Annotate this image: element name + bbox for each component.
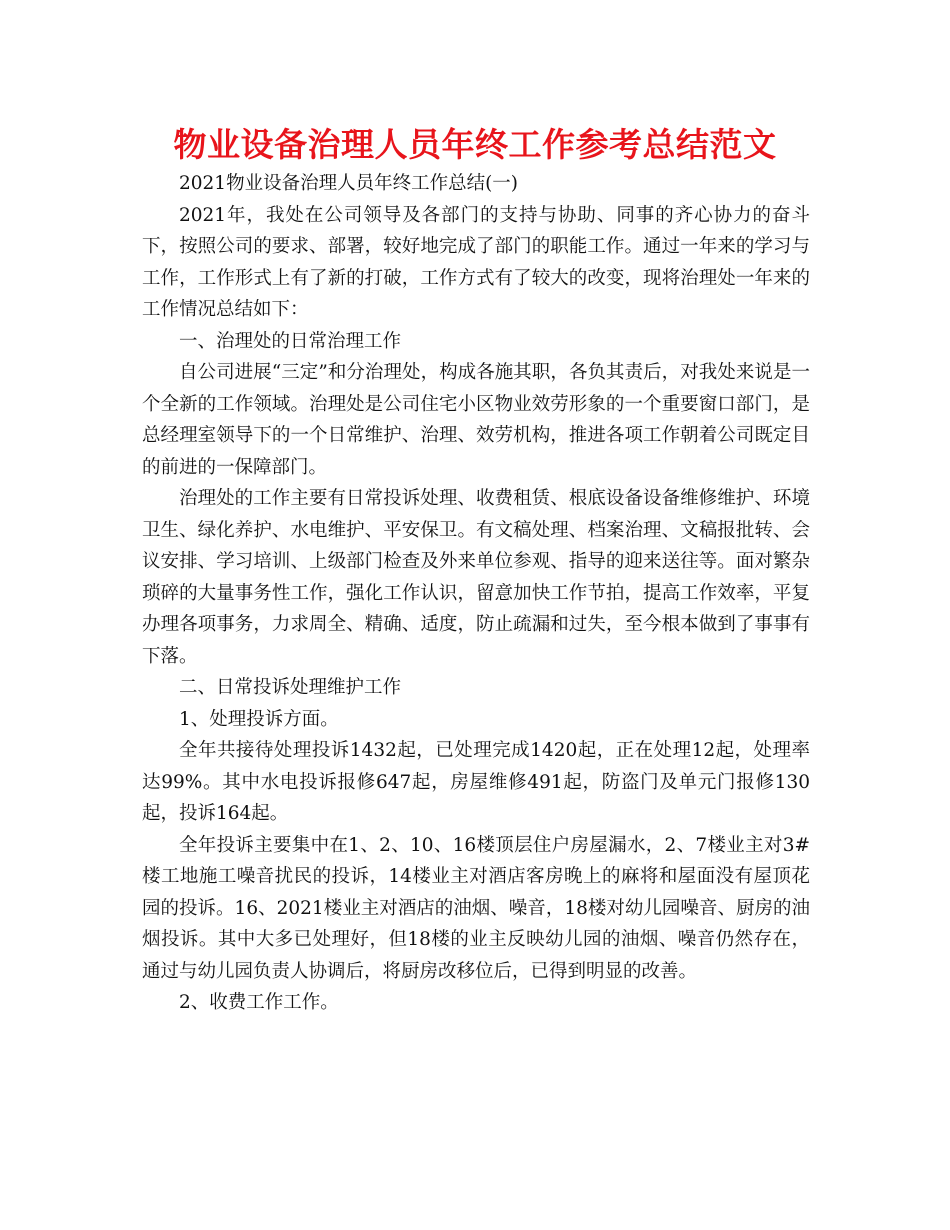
subsection-heading-2: 2、收费工作工作。 xyxy=(179,992,339,1013)
document-title: 物业设备治理人员年终工作参考总结范文 xyxy=(173,125,777,164)
body-paragraph: 全年投诉主要集中在1、2、10、16楼顶层住户房屋漏水，2、7楼业主对3#楼工地施工噪音扰民的投诉，14楼业主对酒店客房晚上的麻将和屋面没有屋顶花园的投诉。16、2021楼业主对酒店的油烟、噪音，18楼对幼儿园噪音、厨房的油烟投诉。其中大多已处理好，但18楼的业主反映幼儿园的油烟、噪音仍然存在，通过与幼儿园负责人协调后，将厨房改移位后，已得到明显的改善。 xyxy=(142,834,810,982)
intro-paragraph: 2021年，我处在公司领导及各部门的支持与协助、同事的齐心协力的奋斗下，按照公司的要求、部署，较好地完成了部门的职能工作。通过一年来的学习与工作，工作形式上有了新的打破，工作方式有了较大的改变，现将治理处一年来的工作情况总结如下： xyxy=(142,204,810,320)
document-body xyxy=(142,168,810,1019)
section-heading-2: 二、日常投诉处理维护工作 xyxy=(179,677,402,698)
body-paragraph: 自公司进展“三定”和分治理处，构成各施其职，各负其责后，对我处来说是一个全新的工作领域。治理处是公司住宅小区物业效劳形象的一个重要窗口部门，是总经理室领导下的一个日常维护、治理、效劳机构，推进各项工作朝着公司既定目的前进的一保障部门。 xyxy=(142,362,810,478)
subsection-heading-1: 1、处理投诉方面。 xyxy=(179,708,339,730)
body-paragraph: 治理处的工作主要有日常投诉处理、收费租赁、根底设备设备维修维护、环境卫生、绿化养护、水电维护、平安保卫。有文稿处理、档案治理、文稿报批转、会议安排、学习培训、上级部门检查及外来单位参观、指导的迎来送往等。面对繁杂琐碎的大量事务性工作，强化工作认识，留意加快工作节拍，提高工作效率，平复办理各项事务，力求周全、精确、适度，防止疏漏和过失，至今根本做到了事事有下落。 xyxy=(142,488,810,667)
subtitle-paragraph: 2021物业设备治理人员年终工作总结(一) xyxy=(179,173,519,194)
body-paragraph: 全年共接待处理投诉1432起，已处理完成1420起，正在处理12起，处理率达99%。其中水电投诉报修647起，房屋维修491起，防盗门及单元门报修130起，投诉164起。 xyxy=(142,740,810,824)
section-heading-1: 一、治理处的日常治理工作 xyxy=(179,330,402,352)
